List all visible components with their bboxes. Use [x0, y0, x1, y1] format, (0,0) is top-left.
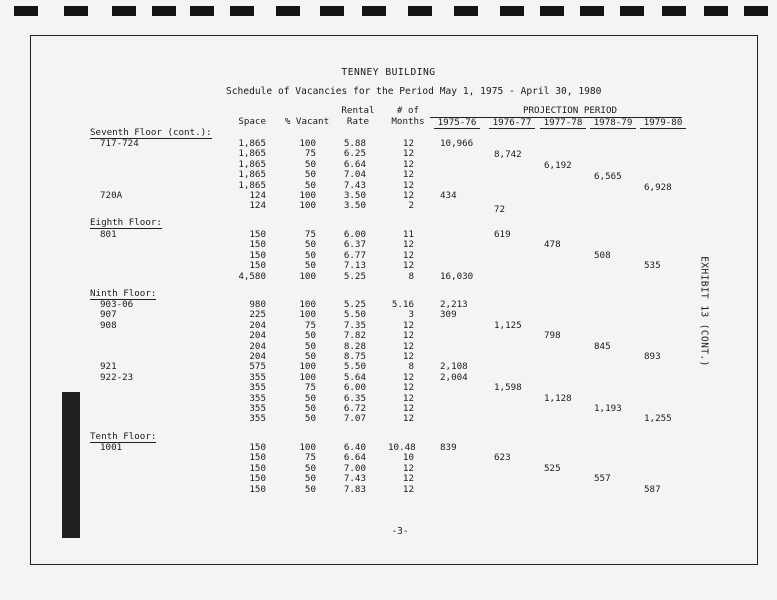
cell-rate: 7.35 — [343, 320, 366, 331]
cell-space: 204 — [249, 341, 266, 352]
cell-vacant: 50 — [304, 330, 316, 341]
cell-space: 204 — [249, 330, 266, 341]
cell-rate: 3.50 — [343, 190, 366, 201]
cell-rate: 6.35 — [343, 393, 366, 404]
cell-space: 124 — [249, 190, 266, 201]
cell-rate: 6.37 — [343, 239, 366, 250]
header-year-2: 1977-78 — [540, 118, 586, 129]
cell-projection-1975-76: 10,966 — [440, 138, 474, 149]
cell-rate: 7.82 — [343, 330, 366, 341]
floor-heading: Seventh Floor (cont.): — [90, 127, 212, 138]
cell-vacant: 100 — [299, 138, 316, 149]
unit-label: 908 — [100, 320, 117, 331]
scan-artifact-bar — [62, 392, 80, 538]
header-year-4: 1979-80 — [640, 118, 686, 129]
cell-projection-1975-76: 2,108 — [440, 361, 468, 372]
cell-projection-1977-78: 525 — [544, 463, 561, 474]
cell-rate: 7.43 — [343, 180, 366, 191]
cell-vacant: 75 — [304, 148, 316, 159]
cell-months: 12 — [402, 393, 414, 404]
cell-vacant: 100 — [299, 309, 316, 320]
cell-months: 12 — [402, 330, 414, 341]
cell-rate: 5.64 — [343, 372, 366, 383]
cell-vacant: 50 — [304, 484, 316, 495]
cell-vacant: 50 — [304, 260, 316, 271]
unit-label: 907 — [100, 309, 117, 320]
cell-rate: 6.64 — [343, 452, 366, 463]
cell-projection-1975-76: 2,213 — [440, 299, 468, 310]
cell-projection-1975-76: 839 — [440, 442, 457, 453]
cell-months: 12 — [402, 463, 414, 474]
cell-space: 355 — [249, 372, 266, 383]
perforation-hole — [276, 6, 300, 16]
perforation-hole — [454, 6, 478, 16]
perforation-hole — [408, 6, 432, 16]
cell-vacant: 100 — [299, 271, 316, 282]
cell-projection-1976-77: 619 — [494, 229, 511, 240]
perforation-hole — [112, 6, 136, 16]
cell-space: 150 — [249, 442, 266, 453]
header-months-line1: # of — [396, 105, 420, 116]
cell-space: 150 — [249, 250, 266, 261]
header-space: Space — [238, 116, 266, 127]
cell-rate: 6.40 — [343, 442, 366, 453]
cell-rate: 5.50 — [343, 309, 366, 320]
cell-vacant: 100 — [299, 299, 316, 310]
header-months-line2: Months — [391, 116, 425, 127]
cell-space: 355 — [249, 403, 266, 414]
cell-vacant: 100 — [299, 372, 316, 383]
cell-rate: 6.64 — [343, 159, 366, 170]
perforation-hole — [64, 6, 88, 16]
unit-label: 921 — [100, 361, 117, 372]
cell-projection-1978-79: 6,565 — [594, 170, 622, 182]
cell-vacant: 50 — [304, 351, 316, 362]
cell-rate: 8.28 — [343, 341, 366, 352]
cell-months: 3 — [408, 309, 414, 320]
document-title: TENNEY BUILDING — [341, 67, 436, 78]
cell-space: 1,865 — [238, 148, 266, 159]
cell-months: 12 — [402, 250, 414, 261]
cell-rate: 3.50 — [343, 200, 366, 211]
unit-label: 903-06 — [100, 299, 134, 310]
cell-months: 2 — [408, 200, 414, 211]
cell-rate: 6.72 — [343, 403, 366, 414]
perforation-hole — [744, 6, 768, 16]
cell-projection-1978-79: 845 — [594, 341, 611, 352]
unit-label: 801 — [100, 229, 117, 240]
perforation-hole — [662, 6, 686, 16]
perforation-hole — [704, 6, 728, 16]
cell-vacant: 50 — [304, 169, 316, 180]
cell-space: 150 — [249, 484, 266, 495]
document-subtitle: Schedule of Vacancies for the Period May 1, 1975 - April 30, 1980 — [226, 86, 602, 97]
cell-vacant: 100 — [299, 190, 316, 201]
cell-vacant: 50 — [304, 159, 316, 170]
cell-vacant: 100 — [299, 200, 316, 211]
cell-months: 12 — [402, 190, 414, 201]
cell-space: 150 — [249, 239, 266, 250]
cell-projection-1978-79: 1,193 — [594, 403, 622, 414]
perforation-hole — [362, 6, 386, 16]
cell-months: 12 — [402, 138, 414, 149]
cell-months: 12 — [402, 320, 414, 331]
cell-space: 355 — [249, 393, 266, 404]
cell-vacant: 50 — [304, 393, 316, 404]
cell-months: 12 — [402, 148, 414, 159]
cell-rate: 5.25 — [343, 299, 366, 310]
perforation-hole — [620, 6, 644, 16]
cell-months: 12 — [402, 473, 414, 484]
cell-projection-1977-78: 6,192 — [544, 160, 572, 172]
cell-space: 4,580 — [238, 271, 266, 282]
cell-months: 12 — [402, 372, 414, 383]
cell-space: 150 — [249, 229, 266, 240]
floor-heading: Eighth Floor: — [90, 217, 162, 228]
cell-space: 150 — [249, 463, 266, 474]
cell-space: 1,865 — [238, 138, 266, 149]
cell-vacant: 50 — [304, 403, 316, 414]
perforation-hole — [500, 6, 524, 16]
cell-vacant: 50 — [304, 250, 316, 261]
cell-months: 12 — [402, 239, 414, 250]
cell-projection-1976-77: 623 — [494, 452, 511, 463]
cell-months: 12 — [402, 260, 414, 271]
cell-months: 12 — [402, 180, 414, 191]
cell-projection-1977-78: 478 — [544, 239, 561, 250]
cell-vacant: 50 — [304, 473, 316, 484]
unit-label: 922-23 — [100, 372, 134, 383]
cell-space: 225 — [249, 309, 266, 320]
cell-space: 204 — [249, 351, 266, 362]
cell-projection-1979-80: 535 — [644, 260, 661, 271]
cell-vacant: 100 — [299, 442, 316, 453]
cell-months: 12 — [402, 159, 414, 170]
perforation-hole — [190, 6, 214, 16]
cell-projection-1976-77: 1,125 — [494, 320, 522, 331]
cell-vacant: 50 — [304, 463, 316, 474]
cell-vacant: 50 — [304, 413, 316, 424]
cell-rate: 6.00 — [343, 382, 366, 393]
header-year-1: 1976-77 — [489, 118, 535, 129]
cell-months: 12 — [402, 484, 414, 495]
perforation-hole — [230, 6, 254, 16]
cell-vacant: 75 — [304, 229, 316, 240]
page-number: -3- — [391, 526, 409, 537]
perforation-hole — [14, 6, 38, 16]
cell-rate: 5.50 — [343, 361, 366, 372]
cell-vacant: 50 — [304, 239, 316, 250]
cell-rate: 6.25 — [343, 148, 366, 159]
exhibit-label: EXHIBIT 13 (CONT.) — [698, 256, 710, 367]
cell-rate: 7.83 — [343, 484, 366, 495]
cell-months: 10 — [402, 452, 414, 463]
cell-space: 124 — [249, 200, 266, 211]
cell-months: 5.16 — [391, 299, 414, 310]
header-year-0: 1975-76 — [434, 118, 480, 129]
cell-rate: 7.13 — [343, 260, 366, 271]
cell-space: 150 — [249, 260, 266, 271]
cell-projection-1979-80: 6,928 — [644, 182, 672, 194]
cell-projection-1978-79: 508 — [594, 250, 611, 261]
cell-space: 204 — [249, 320, 266, 331]
cell-projection-1975-76: 16,030 — [440, 271, 474, 282]
cell-rate: 5.88 — [343, 138, 366, 149]
cell-vacant: 75 — [304, 382, 316, 393]
cell-rate: 6.00 — [343, 229, 366, 240]
cell-months: 12 — [402, 403, 414, 414]
cell-vacant: 50 — [304, 180, 316, 191]
cell-vacant: 75 — [304, 452, 316, 463]
cell-months: 12 — [402, 341, 414, 352]
unit-label: 1001 — [100, 442, 123, 453]
header-projection-period: PROJECTION PERIOD — [522, 105, 618, 116]
cell-rate: 8.75 — [343, 351, 366, 362]
cell-space: 355 — [249, 413, 266, 424]
floor-heading: Tenth Floor: — [90, 431, 157, 442]
cell-projection-1976-77: 72 — [494, 203, 506, 215]
cell-rate: 6.77 — [343, 250, 366, 261]
cell-projection-1977-78: 798 — [544, 330, 561, 341]
cell-months: 8 — [408, 361, 414, 372]
header-vacant: % Vacant — [284, 116, 330, 127]
cell-rate: 7.07 — [343, 413, 366, 424]
cell-projection-1975-76: 2,004 — [440, 372, 468, 383]
cell-projection-1979-80: 893 — [644, 351, 661, 362]
cell-rate: 7.43 — [343, 473, 366, 484]
unit-label: 720A — [100, 190, 123, 201]
cell-months: 12 — [402, 351, 414, 362]
perforation-hole — [540, 6, 564, 16]
cell-space: 355 — [249, 382, 266, 393]
cell-rate: 7.00 — [343, 463, 366, 474]
cell-space: 575 — [249, 361, 266, 372]
cell-projection-1976-77: 1,598 — [494, 382, 522, 393]
cell-months: 12 — [402, 382, 414, 393]
floor-heading: Ninth Floor: — [90, 288, 157, 299]
cell-months: 8 — [408, 271, 414, 282]
cell-vacant: 100 — [299, 361, 316, 372]
cell-space: 1,865 — [238, 180, 266, 191]
perforation-hole — [152, 6, 176, 16]
header-year-3: 1978-79 — [590, 118, 636, 129]
cell-projection-1975-76: 434 — [440, 190, 457, 201]
cell-months: 10.48 — [388, 442, 416, 453]
cell-vacant: 50 — [304, 341, 316, 352]
cell-rate: 7.04 — [343, 169, 366, 180]
perforation-hole — [320, 6, 344, 16]
cell-projection-1979-80: 1,255 — [644, 413, 672, 424]
cell-projection-1979-80: 587 — [644, 484, 661, 495]
cell-projection-1977-78: 1,128 — [544, 393, 572, 404]
cell-space: 150 — [249, 452, 266, 463]
header-rental-line2: Rate — [346, 116, 370, 127]
cell-months: 12 — [402, 413, 414, 424]
cell-rate: 5.25 — [343, 271, 366, 282]
header-rental-line1: Rental — [341, 105, 375, 116]
cell-projection-1975-76: 309 — [440, 309, 457, 320]
cell-projection-1978-79: 557 — [594, 473, 611, 484]
unit-label: 717-724 — [100, 138, 139, 149]
perforation-hole — [580, 6, 604, 16]
cell-vacant: 75 — [304, 320, 316, 331]
cell-space: 150 — [249, 473, 266, 484]
cell-months: 12 — [402, 169, 414, 180]
cell-projection-1976-77: 8,742 — [494, 148, 522, 160]
cell-space: 1,865 — [238, 159, 266, 170]
cell-space: 1,865 — [238, 169, 266, 180]
cell-space: 980 — [249, 299, 266, 310]
cell-months: 11 — [402, 229, 414, 240]
